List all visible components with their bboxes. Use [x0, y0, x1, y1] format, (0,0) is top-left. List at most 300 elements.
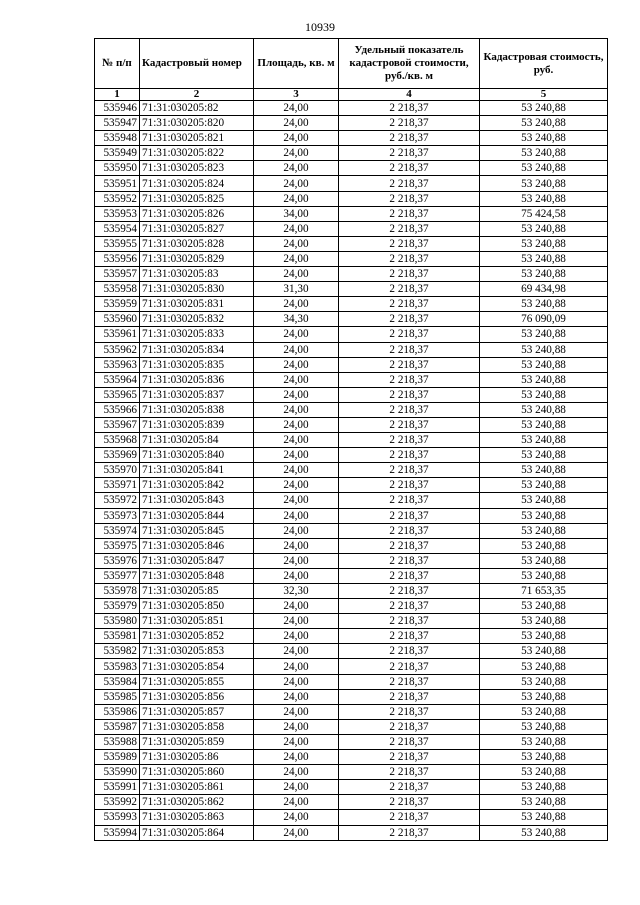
- table-row: [95, 161, 608, 176]
- cell-area: 24,00: [254, 614, 339, 629]
- cell-unit-value: 2 218,37: [339, 131, 480, 146]
- cell-area: 24,00: [254, 131, 339, 146]
- cell-unit-value: 2 218,37: [339, 221, 480, 236]
- cell-unit-value: 2 218,37: [339, 101, 480, 116]
- table-row: [95, 206, 608, 221]
- cell-cadastral-number: 71:31:030205:844: [140, 508, 254, 523]
- cell-cadastral-number: 71:31:030205:828: [140, 236, 254, 251]
- table-row: [95, 372, 608, 387]
- cell-row-number: 535977: [95, 568, 140, 583]
- cell-row-number: 535992: [95, 795, 140, 810]
- table-row: [95, 251, 608, 266]
- cell-unit-value: 2 218,37: [339, 161, 480, 176]
- cell-row-number: 535994: [95, 825, 140, 840]
- cell-cadastral-value: 53 240,88: [480, 810, 608, 825]
- cell-unit-value: 2 218,37: [339, 372, 480, 387]
- cell-cadastral-number: 71:31:030205:835: [140, 357, 254, 372]
- cell-cadastral-value: 53 240,88: [480, 146, 608, 161]
- cell-cadastral-number: 71:31:030205:837: [140, 387, 254, 402]
- cell-cadastral-number: 71:31:030205:858: [140, 719, 254, 734]
- cell-cadastral-number: 71:31:030205:860: [140, 765, 254, 780]
- cell-area: 24,00: [254, 523, 339, 538]
- cell-unit-value: 2 218,37: [339, 538, 480, 553]
- cell-unit-value: 2 218,37: [339, 282, 480, 297]
- cell-cadastral-value: 53 240,88: [480, 357, 608, 372]
- cell-cadastral-number: 71:31:030205:862: [140, 795, 254, 810]
- cell-unit-value: 2 218,37: [339, 191, 480, 206]
- header-row-number: № п/п: [95, 39, 140, 89]
- cell-area: 24,00: [254, 191, 339, 206]
- cell-area: 24,00: [254, 146, 339, 161]
- table-row: [95, 342, 608, 357]
- table-row: [95, 463, 608, 478]
- cell-cadastral-number: 71:31:030205:852: [140, 629, 254, 644]
- cell-area: 24,00: [254, 448, 339, 463]
- cell-area: 24,00: [254, 765, 339, 780]
- cell-unit-value: 2 218,37: [339, 659, 480, 674]
- table-row: [95, 387, 608, 402]
- column-number: 1: [95, 89, 140, 101]
- cell-area: 31,30: [254, 282, 339, 297]
- cell-area: 24,00: [254, 478, 339, 493]
- cell-cadastral-number: 71:31:030205:864: [140, 825, 254, 840]
- cell-row-number: 535973: [95, 508, 140, 523]
- cell-row-number: 535951: [95, 176, 140, 191]
- cell-cadastral-value: 53 240,88: [480, 825, 608, 840]
- cell-cadastral-number: 71:31:030205:826: [140, 206, 254, 221]
- cell-unit-value: 2 218,37: [339, 478, 480, 493]
- cell-cadastral-value: 53 240,88: [480, 795, 608, 810]
- cell-area: 24,00: [254, 433, 339, 448]
- cell-area: 24,00: [254, 101, 339, 116]
- cell-area: 24,00: [254, 674, 339, 689]
- cadastral-value-table: [94, 38, 608, 841]
- table-row: [95, 493, 608, 508]
- cell-cadastral-value: 53 240,88: [480, 191, 608, 206]
- cell-area: 24,00: [254, 734, 339, 749]
- cell-row-number: 535970: [95, 463, 140, 478]
- cell-cadastral-number: 71:31:030205:86: [140, 750, 254, 765]
- cell-area: 24,00: [254, 508, 339, 523]
- table-row: [95, 297, 608, 312]
- cell-unit-value: 2 218,37: [339, 553, 480, 568]
- cell-area: 24,00: [254, 221, 339, 236]
- cell-unit-value: 2 218,37: [339, 584, 480, 599]
- cell-row-number: 535962: [95, 342, 140, 357]
- cell-row-number: 535965: [95, 387, 140, 402]
- cell-row-number: 535979: [95, 599, 140, 614]
- cell-cadastral-value: 53 240,88: [480, 523, 608, 538]
- table-row: [95, 689, 608, 704]
- cell-cadastral-value: 53 240,88: [480, 493, 608, 508]
- cell-cadastral-value: 53 240,88: [480, 433, 608, 448]
- table-row: [95, 101, 608, 116]
- cell-cadastral-number: 71:31:030205:859: [140, 734, 254, 749]
- cell-unit-value: 2 218,37: [339, 719, 480, 734]
- cell-unit-value: 2 218,37: [339, 402, 480, 417]
- table-row: [95, 433, 608, 448]
- cell-area: 24,00: [254, 417, 339, 432]
- cell-cadastral-value: 53 240,88: [480, 568, 608, 583]
- cell-cadastral-value: 53 240,88: [480, 372, 608, 387]
- cell-row-number: 535963: [95, 357, 140, 372]
- cell-unit-value: 2 218,37: [339, 297, 480, 312]
- cell-unit-value: 2 218,37: [339, 780, 480, 795]
- cell-area: 34,30: [254, 312, 339, 327]
- cell-cadastral-value: 53 240,88: [480, 659, 608, 674]
- cell-unit-value: 2 218,37: [339, 417, 480, 432]
- cell-unit-value: 2 218,37: [339, 236, 480, 251]
- cell-row-number: 535953: [95, 206, 140, 221]
- cell-row-number: 535975: [95, 538, 140, 553]
- table-body: [95, 101, 608, 841]
- cell-cadastral-value: 53 240,88: [480, 267, 608, 282]
- cell-area: 24,00: [254, 297, 339, 312]
- cell-row-number: 535981: [95, 629, 140, 644]
- table-row: [95, 116, 608, 131]
- cell-cadastral-number: 71:31:030205:848: [140, 568, 254, 583]
- cell-row-number: 535987: [95, 719, 140, 734]
- table-header-row: [95, 39, 608, 89]
- cell-cadastral-value: 53 240,88: [480, 297, 608, 312]
- cell-area: 24,00: [254, 719, 339, 734]
- cell-cadastral-value: 53 240,88: [480, 221, 608, 236]
- cell-cadastral-number: 71:31:030205:863: [140, 810, 254, 825]
- cell-unit-value: 2 218,37: [339, 825, 480, 840]
- cell-unit-value: 2 218,37: [339, 206, 480, 221]
- cell-area: 24,00: [254, 493, 339, 508]
- cell-unit-value: 2 218,37: [339, 251, 480, 266]
- cell-unit-value: 2 218,37: [339, 387, 480, 402]
- table-row: [95, 417, 608, 432]
- cell-row-number: 535974: [95, 523, 140, 538]
- table-row: [95, 780, 608, 795]
- cell-cadastral-value: 53 240,88: [480, 599, 608, 614]
- cell-cadastral-number: 71:31:030205:833: [140, 327, 254, 342]
- cell-cadastral-number: 71:31:030205:857: [140, 704, 254, 719]
- table-row: [95, 191, 608, 206]
- table-row: [95, 221, 608, 236]
- cell-cadastral-number: 71:31:030205:820: [140, 116, 254, 131]
- cell-cadastral-value: 53 240,88: [480, 538, 608, 553]
- header-area: Площадь, кв. м: [254, 39, 339, 89]
- table-row: [95, 795, 608, 810]
- cell-unit-value: 2 218,37: [339, 327, 480, 342]
- cell-row-number: 535968: [95, 433, 140, 448]
- cell-unit-value: 2 218,37: [339, 448, 480, 463]
- table-row: [95, 523, 608, 538]
- cell-row-number: 535947: [95, 116, 140, 131]
- cell-row-number: 535960: [95, 312, 140, 327]
- cell-cadastral-value: 53 240,88: [480, 236, 608, 251]
- cell-area: 24,00: [254, 810, 339, 825]
- table-row: [95, 810, 608, 825]
- table-row: [95, 357, 608, 372]
- cell-cadastral-number: 71:31:030205:840: [140, 448, 254, 463]
- table-row: [95, 448, 608, 463]
- cell-cadastral-number: 71:31:030205:830: [140, 282, 254, 297]
- page-number: 10939: [305, 20, 335, 34]
- cell-row-number: 535978: [95, 584, 140, 599]
- cell-row-number: 535971: [95, 478, 140, 493]
- cell-cadastral-number: 71:31:030205:855: [140, 674, 254, 689]
- cell-cadastral-value: 53 240,88: [480, 417, 608, 432]
- cell-area: 24,00: [254, 251, 339, 266]
- column-number: 4: [339, 89, 480, 101]
- cell-cadastral-number: 71:31:030205:83: [140, 267, 254, 282]
- table-row: [95, 146, 608, 161]
- cell-unit-value: 2 218,37: [339, 568, 480, 583]
- cell-row-number: 535952: [95, 191, 140, 206]
- cell-row-number: 535948: [95, 131, 140, 146]
- cell-cadastral-number: 71:31:030205:824: [140, 176, 254, 191]
- table-row: [95, 131, 608, 146]
- cell-row-number: 535984: [95, 674, 140, 689]
- cell-cadastral-value: 53 240,88: [480, 553, 608, 568]
- cell-cadastral-number: 71:31:030205:851: [140, 614, 254, 629]
- cell-unit-value: 2 218,37: [339, 689, 480, 704]
- cell-cadastral-value: 53 240,88: [480, 614, 608, 629]
- cell-cadastral-value: 53 240,88: [480, 765, 608, 780]
- cell-cadastral-number: 71:31:030205:822: [140, 146, 254, 161]
- cell-row-number: 535986: [95, 704, 140, 719]
- column-number: 3: [254, 89, 339, 101]
- cell-cadastral-number: 71:31:030205:846: [140, 538, 254, 553]
- cell-cadastral-value: 69 434,98: [480, 282, 608, 297]
- cell-cadastral-value: 75 424,58: [480, 206, 608, 221]
- cell-unit-value: 2 218,37: [339, 810, 480, 825]
- table-row: [95, 327, 608, 342]
- cell-row-number: 535969: [95, 448, 140, 463]
- cell-cadastral-number: 71:31:030205:856: [140, 689, 254, 704]
- cell-unit-value: 2 218,37: [339, 644, 480, 659]
- cell-cadastral-number: 71:31:030205:832: [140, 312, 254, 327]
- cell-cadastral-value: 53 240,88: [480, 131, 608, 146]
- table-row: [95, 644, 608, 659]
- cell-cadastral-value: 53 240,88: [480, 251, 608, 266]
- cell-unit-value: 2 218,37: [339, 357, 480, 372]
- cell-cadastral-number: 71:31:030205:834: [140, 342, 254, 357]
- cell-area: 24,00: [254, 795, 339, 810]
- table-row: [95, 584, 608, 599]
- cell-cadastral-value: 53 240,88: [480, 327, 608, 342]
- cell-row-number: 535957: [95, 267, 140, 282]
- table-row: [95, 825, 608, 840]
- cell-row-number: 535985: [95, 689, 140, 704]
- table-row: [95, 734, 608, 749]
- cell-row-number: 535950: [95, 161, 140, 176]
- cell-area: 24,00: [254, 644, 339, 659]
- column-number: 2: [140, 89, 254, 101]
- table-row: [95, 629, 608, 644]
- cell-cadastral-value: 53 240,88: [480, 734, 608, 749]
- table-row: [95, 568, 608, 583]
- cell-area: 24,00: [254, 553, 339, 568]
- table-row: [95, 765, 608, 780]
- cell-cadastral-number: 71:31:030205:831: [140, 297, 254, 312]
- cell-row-number: 535967: [95, 417, 140, 432]
- cell-area: 24,00: [254, 629, 339, 644]
- header-unit-value: Удельный показатель кадастровой стоимости, руб./кв. м: [339, 39, 480, 89]
- cell-row-number: 535993: [95, 810, 140, 825]
- cell-cadastral-number: 71:31:030205:85: [140, 584, 254, 599]
- cell-cadastral-number: 71:31:030205:847: [140, 553, 254, 568]
- cell-cadastral-value: 53 240,88: [480, 101, 608, 116]
- cell-unit-value: 2 218,37: [339, 674, 480, 689]
- cell-area: 24,00: [254, 116, 339, 131]
- cell-cadastral-number: 71:31:030205:841: [140, 463, 254, 478]
- cell-cadastral-number: 71:31:030205:845: [140, 523, 254, 538]
- cell-cadastral-value: 53 240,88: [480, 176, 608, 191]
- cell-cadastral-number: 71:31:030205:836: [140, 372, 254, 387]
- cell-row-number: 535991: [95, 780, 140, 795]
- cell-area: 24,00: [254, 689, 339, 704]
- cell-area: 24,00: [254, 402, 339, 417]
- cell-row-number: 535972: [95, 493, 140, 508]
- cell-row-number: 535961: [95, 327, 140, 342]
- cell-cadastral-number: 71:31:030205:825: [140, 191, 254, 206]
- cell-area: 24,00: [254, 372, 339, 387]
- table-row: [95, 674, 608, 689]
- cell-cadastral-value: 53 240,88: [480, 750, 608, 765]
- cell-row-number: 535956: [95, 251, 140, 266]
- cell-cadastral-number: 71:31:030205:853: [140, 644, 254, 659]
- cell-cadastral-value: 53 240,88: [480, 387, 608, 402]
- table-row: [95, 599, 608, 614]
- cell-unit-value: 2 218,37: [339, 312, 480, 327]
- table-row: [95, 236, 608, 251]
- column-number-row: [95, 89, 608, 101]
- cell-area: 24,00: [254, 463, 339, 478]
- table-row: [95, 402, 608, 417]
- cell-cadastral-value: 53 240,88: [480, 644, 608, 659]
- cell-cadastral-number: 71:31:030205:842: [140, 478, 254, 493]
- table-row: [95, 508, 608, 523]
- table-row: [95, 719, 608, 734]
- cell-cadastral-number: 71:31:030205:838: [140, 402, 254, 417]
- table-row: [95, 750, 608, 765]
- cell-unit-value: 2 218,37: [339, 599, 480, 614]
- cell-unit-value: 2 218,37: [339, 508, 480, 523]
- cell-unit-value: 2 218,37: [339, 629, 480, 644]
- cell-row-number: 535966: [95, 402, 140, 417]
- cell-area: 24,00: [254, 342, 339, 357]
- cell-area: 24,00: [254, 568, 339, 583]
- header-cadastral-number: Кадастровый номер: [140, 39, 254, 89]
- cell-cadastral-value: 53 240,88: [480, 116, 608, 131]
- cell-cadastral-number: 71:31:030205:839: [140, 417, 254, 432]
- cell-unit-value: 2 218,37: [339, 523, 480, 538]
- cell-unit-value: 2 218,37: [339, 734, 480, 749]
- cell-cadastral-value: 71 653,35: [480, 584, 608, 599]
- header-cadastral-value: Кадастровая стоимость, руб.: [480, 39, 608, 89]
- cell-cadastral-number: 71:31:030205:843: [140, 493, 254, 508]
- table-row: [95, 267, 608, 282]
- cell-cadastral-number: 71:31:030205:854: [140, 659, 254, 674]
- cell-unit-value: 2 218,37: [339, 342, 480, 357]
- cell-row-number: 535988: [95, 734, 140, 749]
- table-row: [95, 704, 608, 719]
- cell-cadastral-value: 53 240,88: [480, 402, 608, 417]
- cell-cadastral-value: 53 240,88: [480, 689, 608, 704]
- column-number: 5: [480, 89, 608, 101]
- cell-unit-value: 2 218,37: [339, 795, 480, 810]
- table-row: [95, 478, 608, 493]
- table-row: [95, 553, 608, 568]
- cell-unit-value: 2 218,37: [339, 267, 480, 282]
- cell-area: 24,00: [254, 780, 339, 795]
- cell-cadastral-value: 53 240,88: [480, 448, 608, 463]
- cell-row-number: 535954: [95, 221, 140, 236]
- cell-row-number: 535989: [95, 750, 140, 765]
- cell-unit-value: 2 218,37: [339, 116, 480, 131]
- cell-area: 24,00: [254, 176, 339, 191]
- cell-unit-value: 2 218,37: [339, 433, 480, 448]
- cell-row-number: 535955: [95, 236, 140, 251]
- cell-area: 24,00: [254, 659, 339, 674]
- cell-area: 24,00: [254, 357, 339, 372]
- cell-area: 24,00: [254, 750, 339, 765]
- cell-cadastral-number: 71:31:030205:861: [140, 780, 254, 795]
- cell-cadastral-number: 71:31:030205:82: [140, 101, 254, 116]
- cell-row-number: 535980: [95, 614, 140, 629]
- cell-unit-value: 2 218,37: [339, 176, 480, 191]
- cell-cadastral-number: 71:31:030205:821: [140, 131, 254, 146]
- cell-row-number: 535958: [95, 282, 140, 297]
- cell-unit-value: 2 218,37: [339, 146, 480, 161]
- cell-row-number: 535946: [95, 101, 140, 116]
- cell-cadastral-value: 53 240,88: [480, 463, 608, 478]
- table-row: [95, 312, 608, 327]
- cell-cadastral-value: 53 240,88: [480, 704, 608, 719]
- cell-area: 24,00: [254, 327, 339, 342]
- cell-cadastral-number: 71:31:030205:823: [140, 161, 254, 176]
- cell-cadastral-value: 53 240,88: [480, 161, 608, 176]
- cell-unit-value: 2 218,37: [339, 493, 480, 508]
- cell-row-number: 535959: [95, 297, 140, 312]
- table-row: [95, 614, 608, 629]
- table-row: [95, 659, 608, 674]
- cell-row-number: 535976: [95, 553, 140, 568]
- cell-cadastral-number: 71:31:030205:827: [140, 221, 254, 236]
- cell-unit-value: 2 218,37: [339, 765, 480, 780]
- cell-cadastral-value: 53 240,88: [480, 674, 608, 689]
- cell-area: 24,00: [254, 236, 339, 251]
- cell-cadastral-number: 71:31:030205:84: [140, 433, 254, 448]
- cell-cadastral-value: 76 090,09: [480, 312, 608, 327]
- table-row: [95, 176, 608, 191]
- cell-row-number: 535983: [95, 659, 140, 674]
- cell-cadastral-value: 53 240,88: [480, 342, 608, 357]
- cell-cadastral-value: 53 240,88: [480, 478, 608, 493]
- cell-row-number: 535949: [95, 146, 140, 161]
- table-row: [95, 282, 608, 297]
- cell-unit-value: 2 218,37: [339, 463, 480, 478]
- cell-area: 24,00: [254, 825, 339, 840]
- cell-area: 32,30: [254, 584, 339, 599]
- cell-cadastral-value: 53 240,88: [480, 629, 608, 644]
- cell-area: 24,00: [254, 387, 339, 402]
- cell-cadastral-value: 53 240,88: [480, 508, 608, 523]
- cell-row-number: 535982: [95, 644, 140, 659]
- cell-unit-value: 2 218,37: [339, 750, 480, 765]
- cell-cadastral-value: 53 240,88: [480, 719, 608, 734]
- cell-area: 24,00: [254, 704, 339, 719]
- cell-area: 34,00: [254, 206, 339, 221]
- cell-cadastral-number: 71:31:030205:850: [140, 599, 254, 614]
- cell-unit-value: 2 218,37: [339, 704, 480, 719]
- cell-area: 24,00: [254, 161, 339, 176]
